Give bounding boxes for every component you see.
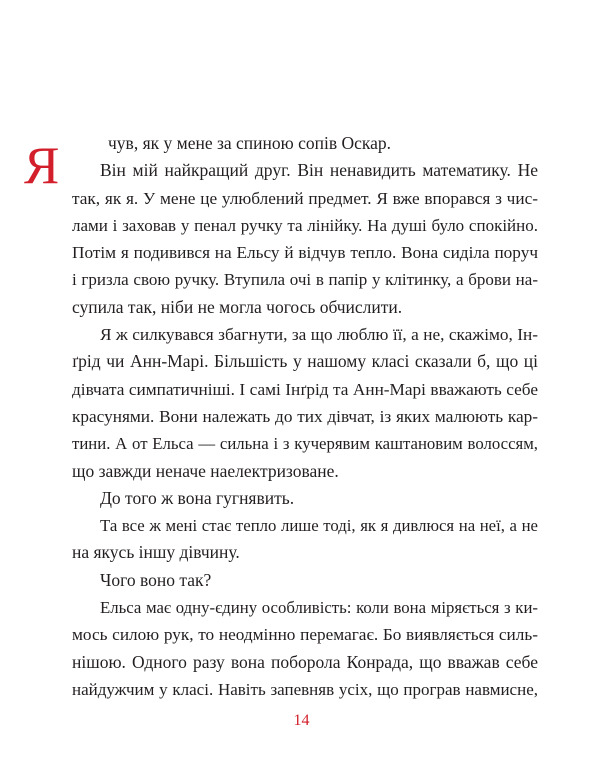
body-text <box>72 130 538 703</box>
text-line: мось силою рук, то неодмінно перемагає. Бо виявляється силь- <box>72 625 538 645</box>
text-line: супила так, ніби не могла чогось обчислити. <box>72 296 403 317</box>
text-line: нішою. Одного разу вона поборола Конрада, що вважав себе <box>72 651 538 672</box>
text-line: так, як я. У мене це улюблений предмет. Я вже впорався з чис- <box>72 188 538 208</box>
text-line: Він мій найкращий друг. Він ненавидить математику. Не <box>100 160 538 181</box>
text-line: чув, як у мене за спиною сопів Оскар. <box>108 133 391 153</box>
text-line: красунями. Вони належать до тих дівчат, із яких малюють кар- <box>72 406 538 426</box>
text-line: До того ж вона гугнявить. <box>100 487 295 508</box>
text-line: Потім я подивився на Ельсу й відчув тепло. Вона сиділа поруч <box>72 243 538 263</box>
page-number: 14 <box>293 712 310 729</box>
text-line: на якусь іншу дівчину. <box>72 542 240 563</box>
text-line: лами і заховав у пенал ручку та лінійку. На душі було спокійно. <box>72 215 538 235</box>
text-line: Чого воно так? <box>100 569 212 590</box>
drop-cap: Я <box>24 137 60 195</box>
text-line: Я ж силкувався збагнути, за що люблю її, а не, скажімо, Ін- <box>100 325 538 345</box>
text-line: що завжди неначе наелектризоване. <box>72 460 339 481</box>
text-line: тини. А от Ельса — сильна і з кучерявим каштановим волоссям, <box>72 434 538 454</box>
text-line: дівчата симпатичніші. І самі Інґрід та Анн-Марі вважають себе <box>72 379 538 399</box>
text-line: і гризла свою ручку. Втупила очі в папір у клітинку, а брови на- <box>72 270 538 290</box>
text-line: найдужчим у класі. Навіть запевняв усіх, що програв навмисне, <box>72 679 538 699</box>
text-line: Ельса має одну-єдину особливість: коли вона міряється з ки- <box>100 598 538 618</box>
text-line: ґрід чи Анн-Марі. Більшість у нашому класі сказали б, що ці <box>72 351 538 372</box>
text-line: Та все ж мені стає тепло лише тоді, як я дивлюся на неї, а не <box>100 516 538 536</box>
